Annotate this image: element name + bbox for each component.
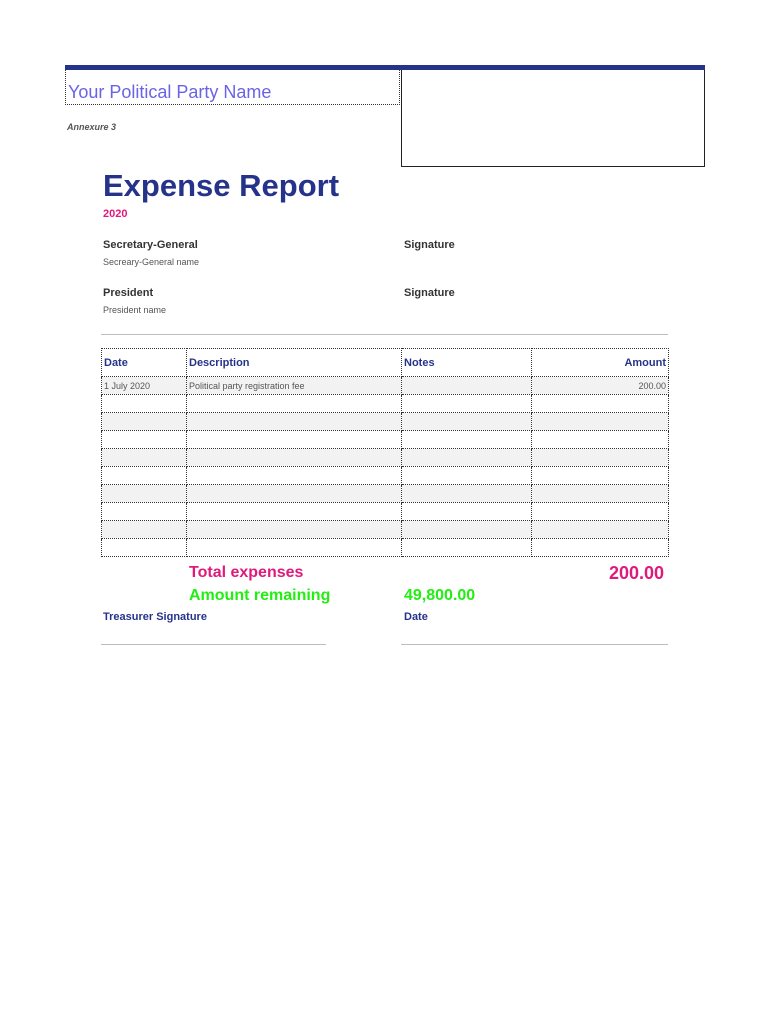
table-row — [102, 485, 669, 503]
table-header-row — [102, 349, 669, 377]
treasurer-signature-label: Treasurer Signature — [103, 611, 207, 623]
column-header-notes: Notes — [402, 349, 532, 377]
amount-cell[interactable] — [532, 431, 669, 449]
notes-cell[interactable] — [402, 449, 532, 467]
table-row — [102, 377, 669, 395]
table-row — [102, 395, 669, 413]
notes-cell[interactable] — [402, 485, 532, 503]
section-divider — [101, 334, 668, 335]
president-label: President — [103, 287, 154, 299]
treasurer-signature-line[interactable] — [101, 644, 326, 645]
description-cell[interactable] — [187, 467, 402, 485]
description-cell[interactable] — [187, 485, 402, 503]
date-cell[interactable] — [102, 431, 187, 449]
amount-cell[interactable] — [532, 485, 669, 503]
notes-cell[interactable] — [402, 431, 532, 449]
table-row — [102, 431, 669, 449]
description-cell[interactable] — [187, 413, 402, 431]
notes-cell[interactable] — [402, 377, 532, 395]
date-cell[interactable] — [102, 485, 187, 503]
amount-cell[interactable] — [532, 449, 669, 467]
amount-cell[interactable] — [532, 413, 669, 431]
table-row — [102, 503, 669, 521]
secretary-general-name[interactable]: Secreary-General name — [103, 257, 200, 267]
description-cell[interactable] — [187, 503, 402, 521]
description-cell[interactable] — [187, 431, 402, 449]
president-name[interactable]: President name — [103, 305, 167, 315]
date-cell[interactable] — [102, 539, 187, 557]
amount-cell[interactable] — [532, 395, 669, 413]
notes-cell[interactable] — [402, 521, 532, 539]
notes-cell[interactable] — [402, 467, 532, 485]
column-header-description: Description — [187, 349, 402, 377]
notes-cell[interactable] — [402, 395, 532, 413]
description-cell[interactable] — [187, 395, 402, 413]
table-row — [102, 449, 669, 467]
secretary-general-signature-label: Signature — [404, 239, 455, 251]
description-cell[interactable] — [187, 539, 402, 557]
column-header-date: Date — [102, 349, 187, 377]
logo-placeholder-box[interactable] — [401, 70, 705, 167]
total-expenses-value: 200.00 — [608, 563, 664, 583]
notes-cell[interactable] — [402, 539, 532, 557]
description-cell[interactable]: Political party registration fee — [187, 377, 402, 395]
date-cell[interactable]: 1 July 2020 — [102, 377, 187, 395]
table-row — [102, 413, 669, 431]
date-signature-line[interactable] — [401, 644, 668, 645]
expense-table — [101, 348, 669, 557]
notes-cell[interactable] — [402, 413, 532, 431]
date-cell[interactable] — [102, 395, 187, 413]
description-cell[interactable] — [187, 449, 402, 467]
column-header-amount: Amount — [532, 349, 669, 377]
amount-cell[interactable] — [532, 539, 669, 557]
annexure-label: Annexure 3 — [67, 122, 117, 132]
date-label: Date — [404, 611, 428, 623]
description-cell[interactable] — [187, 521, 402, 539]
secretary-general-label: Secretary-General — [103, 239, 198, 251]
report-title: Expense Report — [103, 168, 340, 203]
amount-cell[interactable] — [532, 521, 669, 539]
date-cell[interactable] — [102, 503, 187, 521]
table-row — [102, 521, 669, 539]
total-expenses-label: Total expenses — [189, 564, 304, 581]
amount-cell[interactable] — [532, 467, 669, 485]
date-cell[interactable] — [102, 449, 187, 467]
table-row — [102, 467, 669, 485]
notes-cell[interactable] — [402, 503, 532, 521]
amount-remaining-value: 49,800.00 — [404, 587, 476, 604]
date-cell[interactable] — [102, 413, 187, 431]
amount-cell[interactable]: 200.00 — [532, 377, 669, 395]
date-cell[interactable] — [102, 521, 187, 539]
table-row — [102, 539, 669, 557]
amount-remaining-label: Amount remaining — [189, 587, 331, 604]
report-year[interactable]: 2020 — [103, 208, 128, 220]
president-signature-label: Signature — [404, 287, 455, 299]
date-cell[interactable] — [102, 467, 187, 485]
amount-cell[interactable] — [532, 503, 669, 521]
party-name-field[interactable]: Your Political Party Name — [65, 70, 400, 105]
